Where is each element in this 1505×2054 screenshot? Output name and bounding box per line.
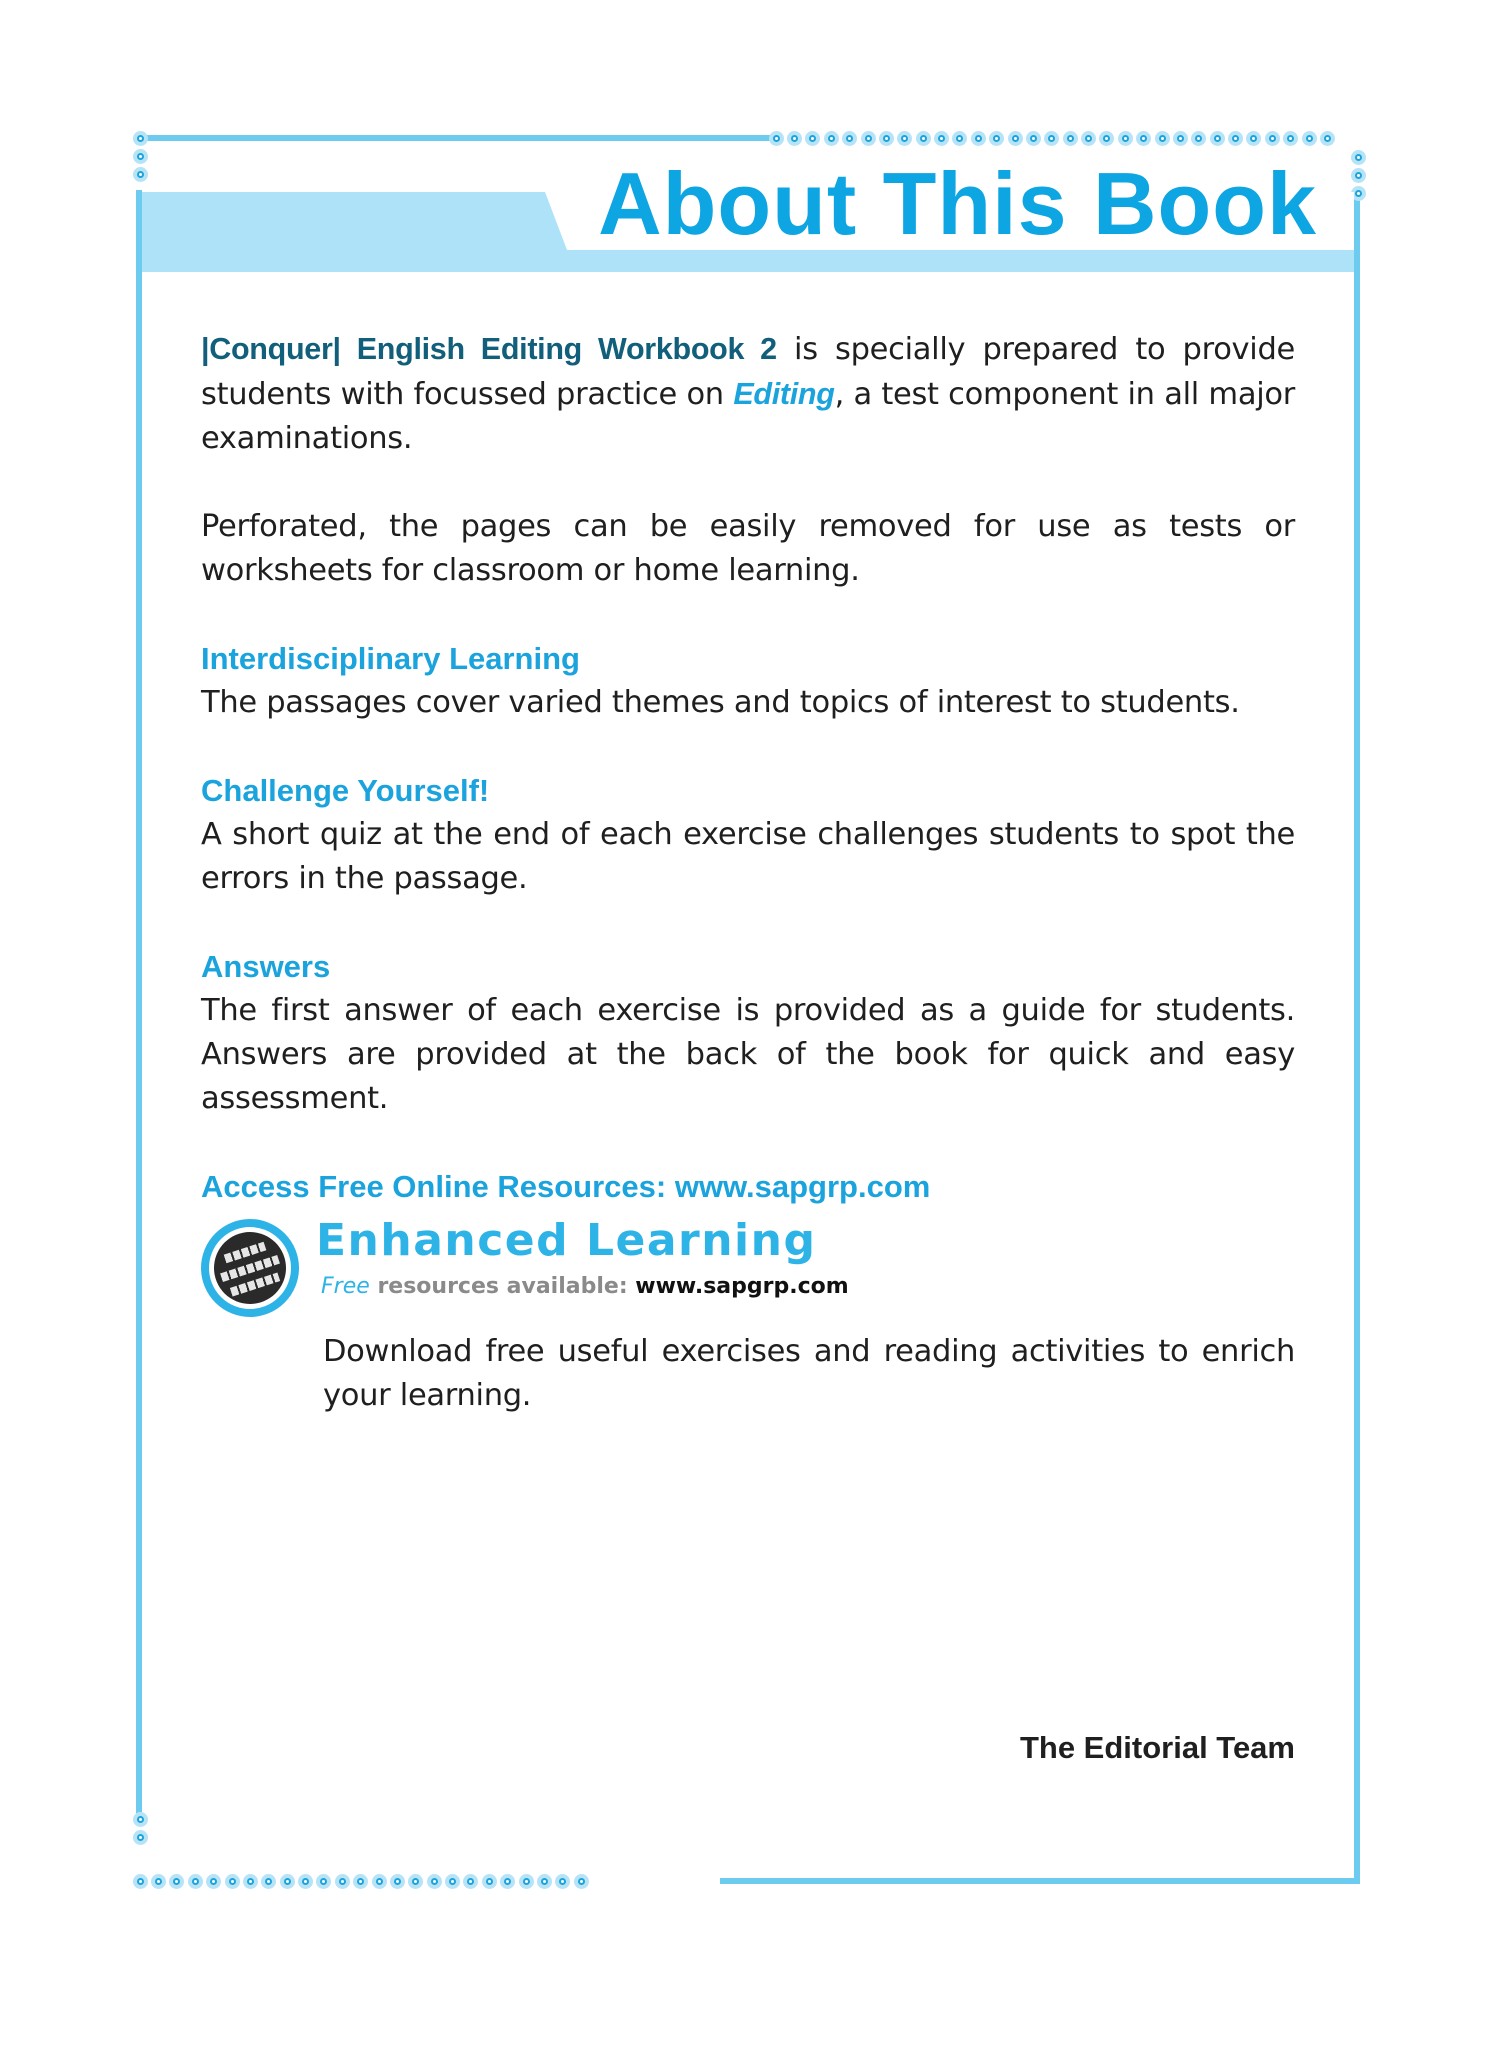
free-label: Free [321,1274,370,1299]
border-dot-icon [408,1874,423,1889]
border-dot-icon [390,1874,405,1889]
border-dot-icon [1155,131,1170,146]
border-dot-icon [989,131,1004,146]
dot-border-top-left [131,129,149,184]
border-dot-icon [1302,131,1317,146]
border-dot-icon [1228,131,1243,146]
border-dot-icon [1351,150,1366,165]
section-heading: Answers [201,949,331,984]
border-dot-icon [1265,131,1280,146]
dot-border-bottom-left [131,1810,149,1847]
dot-border-bottom [131,1872,590,1890]
perforated-paragraph: Perforated, the pages can be easily removed for use as tests or worksheets for classroom or home learning. [201,509,1295,588]
border-dot-icon [316,1874,331,1889]
enhanced-learning-icon [201,1219,299,1317]
border-dot-icon [427,1874,442,1889]
intro-text: is specially prepared to provide students with focussed practice on [201,332,1295,412]
border-dot-icon [519,1874,534,1889]
section-answers [201,945,1295,1121]
border-dot-icon [916,131,931,146]
border-dot-icon [298,1874,313,1889]
border-dot-icon [861,131,876,146]
border-dot-icon [225,1874,240,1889]
border-dot-icon [952,131,967,146]
section-heading: Interdisciplinary Learning [201,641,580,676]
border-dot-icon [133,1874,148,1889]
border-dot-icon [133,1812,148,1827]
border-dot-icon [879,131,894,146]
border-dot-icon [261,1874,276,1889]
book-title: |Conquer| English Editing Workbook 2 [201,332,777,366]
border-dot-icon [1351,168,1366,183]
section-body: The first answer of each exercise is provided as a guide for students. Answers are provided at the back of the book for quick and easy assessment. [201,993,1295,1116]
border-dot-icon [206,1874,221,1889]
section-interdisciplinary [201,637,1295,725]
border-dot-icon [1099,131,1114,146]
section-online [201,1165,1295,1418]
border-dot-icon [1081,131,1096,146]
frame-top-line [140,135,770,141]
section-challenge [201,769,1295,901]
border-dot-icon [188,1874,203,1889]
border-dot-icon [1283,131,1298,146]
dot-border-top [767,129,1337,147]
border-dot-icon [1063,131,1078,146]
content [201,327,1295,1418]
frame-right-line [1354,190,1360,1880]
resources-url[interactable]: www.sapgrp.com [635,1274,849,1299]
border-dot-icon [1118,131,1133,146]
border-dot-icon [1173,131,1188,146]
border-dot-icon [934,131,949,146]
border-dot-icon [243,1874,258,1889]
border-dot-icon [463,1874,478,1889]
online-resources-heading[interactable]: Access Free Online Resources: www.sapgrp.com [201,1169,931,1204]
editing-emphasis: Editing [733,377,835,411]
border-dot-icon [372,1874,387,1889]
resources-label: resources available: [369,1274,636,1299]
section-body: A short quiz at the end of each exercise challenges students to spot the errors in the passage. [201,817,1295,896]
border-dot-icon [574,1874,589,1889]
frame-bottom-line [720,1878,1360,1884]
enhanced-learning-logo [201,1215,1295,1324]
section-body: The passages cover varied themes and topics of interest to students. [201,685,1240,720]
border-dot-icon [971,131,986,146]
border-dot-icon [897,131,912,146]
border-dot-icon [1246,131,1261,146]
enhanced-learning-subtitle [321,1275,849,1298]
intro-text-end: , a test component in all major examinations. [201,377,1295,456]
border-dot-icon [133,131,148,146]
border-dot-icon [1008,131,1023,146]
border-dot-icon [805,131,820,146]
border-dot-icon [1320,131,1335,146]
border-dot-icon [1136,131,1151,146]
border-dot-icon [335,1874,350,1889]
border-dot-icon [1191,131,1206,146]
border-dot-icon [1026,131,1041,146]
border-dot-icon [169,1874,184,1889]
border-dot-icon [787,131,802,146]
border-dot-icon [769,131,784,146]
enhanced-learning-title: Enhanced Learning [316,1215,817,1266]
signoff: The Editorial Team [1019,1730,1295,1765]
border-dot-icon [133,1830,148,1845]
border-dot-icon [824,131,839,146]
border-dot-icon [537,1874,552,1889]
intro-paragraph [201,327,1295,461]
section-heading: Challenge Yourself! [201,773,490,808]
border-dot-icon [1044,131,1059,146]
border-dot-icon [133,149,148,164]
border-dot-icon [445,1874,460,1889]
border-dot-icon [353,1874,368,1889]
page-title: About This Book [598,154,1317,253]
border-dot-icon [555,1874,570,1889]
border-dot-icon [482,1874,497,1889]
frame-left-line [136,190,142,1815]
online-body: Download free useful exercises and reading activities to enrich your learning. [323,1334,1295,1413]
border-dot-icon [1210,131,1225,146]
border-dot-icon [280,1874,295,1889]
border-dot-icon [133,167,148,182]
border-dot-icon [500,1874,515,1889]
border-dot-icon [151,1874,166,1889]
border-dot-icon [842,131,857,146]
